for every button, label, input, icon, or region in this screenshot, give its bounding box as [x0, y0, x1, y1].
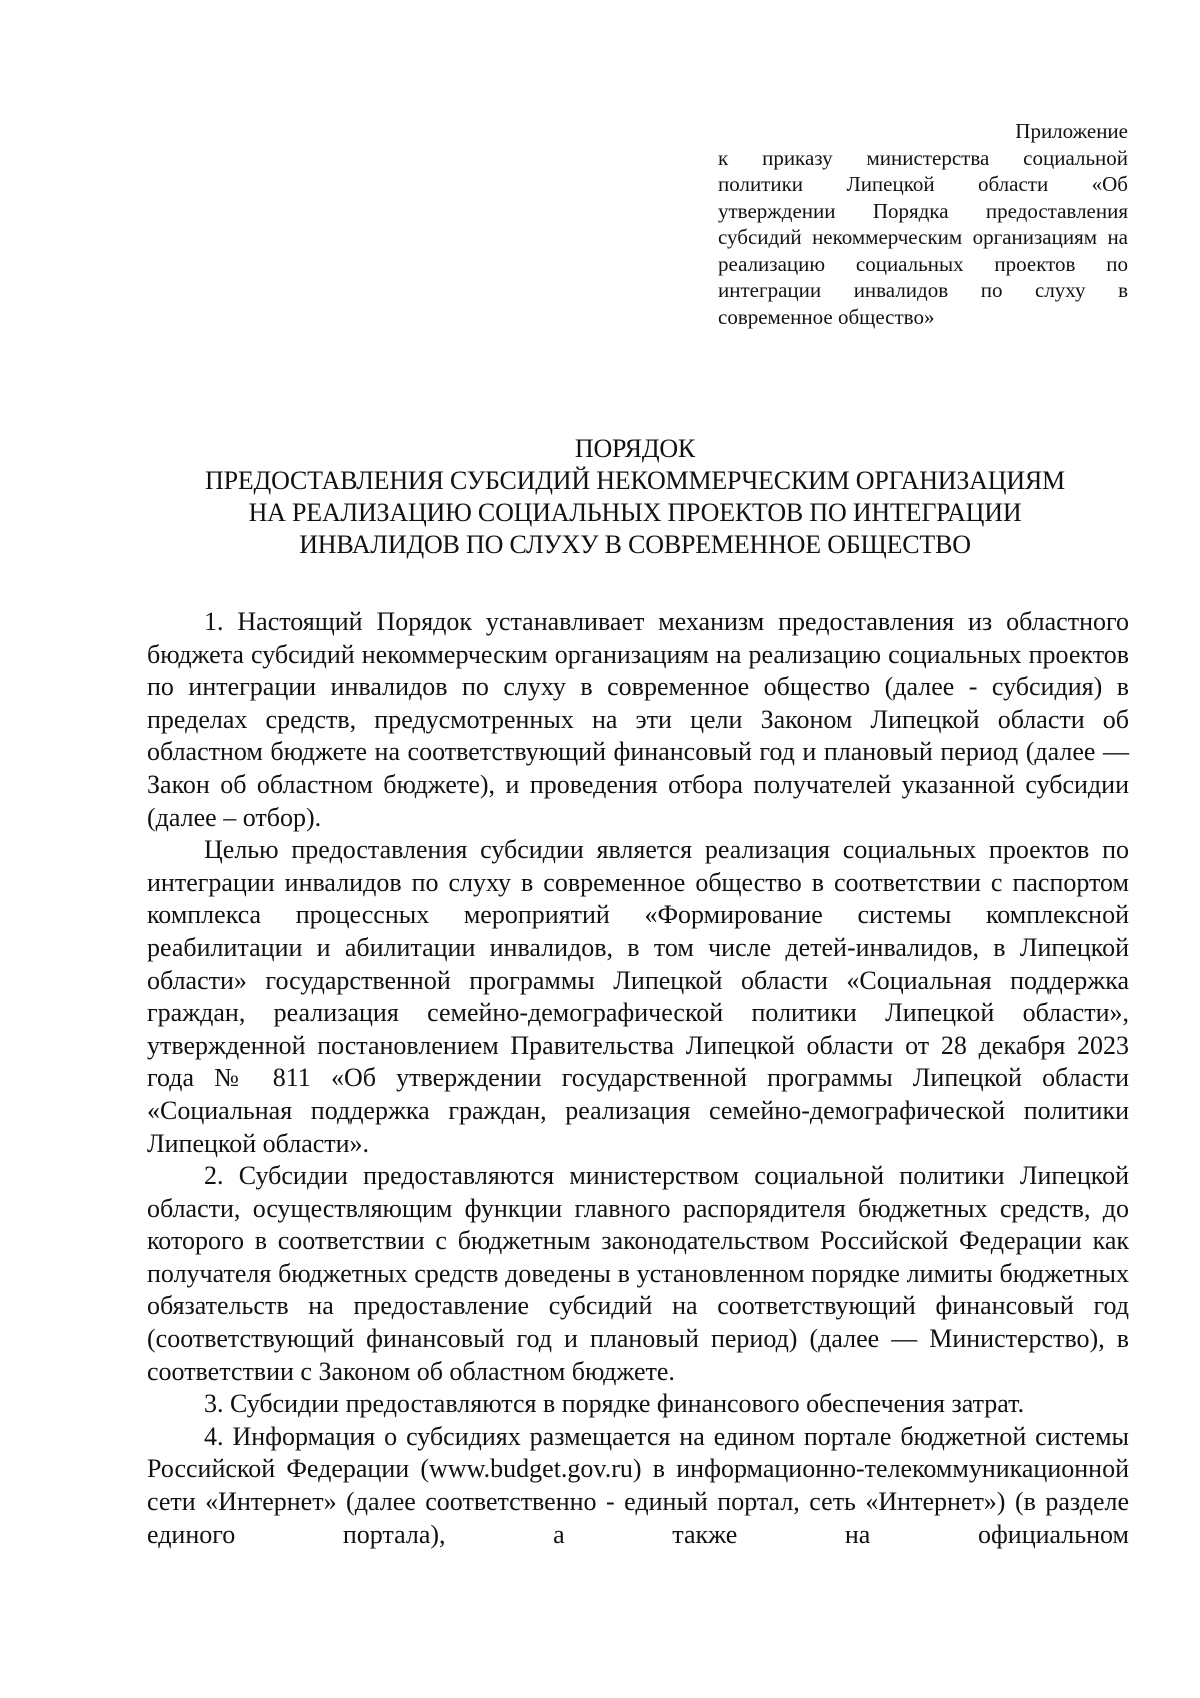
paragraph-purpose: Целью предоставления субсидии является реализация социальных проектов по интеграции инвалидов по слуху в современное общество в соответствии с паспортом комплекса процессных мероприятий «Формирование системы комплексной реабилитации и абилитации инвалидов, в том числе детей-инвалидов, в Липецкой области» государственной программы Липецкой области «Социальная поддержка граждан, реализация семейно-демографической политики Липецкой области», утвержденной постановлением Правительства Липецкой области от 28 декабря 2023 года № 811 «Об утверждении государственной программы Липецкой области «Социальная поддержка граждан, реализация семейно-демографической политики Липецкой области».: [147, 835, 1129, 1158]
document-title-line: ИНВАЛИДОВ ПО СЛУХУ В СОВРЕМЕННОЕ ОБЩЕСТВО: [299, 530, 971, 559]
appendix-header: [718, 118, 1128, 330]
document-title-line: ПОРЯДОК: [574, 434, 696, 463]
paragraph-3: 3. Субсидии предоставляются в порядке финансового обеспечения затрат.: [204, 1389, 1025, 1419]
appendix-reference: к приказу министерства социальной политики Липецкой области «Об утверждении Порядка предоставления субсидий некоммерческим организациям на реализацию социальных проектов по интеграции инвалидов по слуху в современное общество»: [718, 145, 1128, 329]
paragraph-4: 4. Информация о субсидиях размещается на едином портале бюджетной системы Российской Федерации (www.budget.gov.ru) в информационно-телекоммуникационной сети «Интернет» (далее соответственно - единый портал, сеть «Интернет») (в разделе единого портала), а также на официальном: [147, 1421, 1129, 1549]
document-title-line: НА РЕАЛИЗАЦИЮ СОЦИАЛЬНЫХ ПРОЕКТОВ ПО ИНТЕГРАЦИИ: [248, 498, 1022, 527]
document-body: [147, 606, 1129, 1551]
document-title: [140, 433, 1130, 561]
document-title-line: ПРЕДОСТАВЛЕНИЯ СУБСИДИЙ НЕКОММЕРЧЕСКИМ ОРГАНИЗАЦИЯМ: [205, 466, 1065, 495]
paragraph-2: 2. Субсидии предоставляются министерством социальной политики Липецкой области, осуществляющим функции главного распорядителя бюджетных средств, до которого в соответствии с бюджетным законодательством Российской Федерации как получателя бюджетных средств доведены в установленном порядке лимиты бюджетных обязательств на предоставление субсидий на соответствующий финансовый год (соответствующий финансовый год и плановый период) (далее — Министерство), в соответствии с Законом об областном бюджете.: [147, 1161, 1129, 1386]
appendix-title: Приложение: [1015, 119, 1128, 143]
paragraph-1: 1. Настоящий Порядок устанавливает механизм предоставления из областного бюджета субсидий некоммерческим организациям на реализацию социальных проектов по интеграции инвалидов по слуху в современное общество (далее - субсидия) в пределах средств, предусмотренных на эти цели Законом Липецкой области об областном бюджете на соответствующий финансовый год и плановый период (далее — Закон об областном бюджете), и проведения отбора получателей указанной субсидии (далее – отбор).: [147, 607, 1129, 832]
